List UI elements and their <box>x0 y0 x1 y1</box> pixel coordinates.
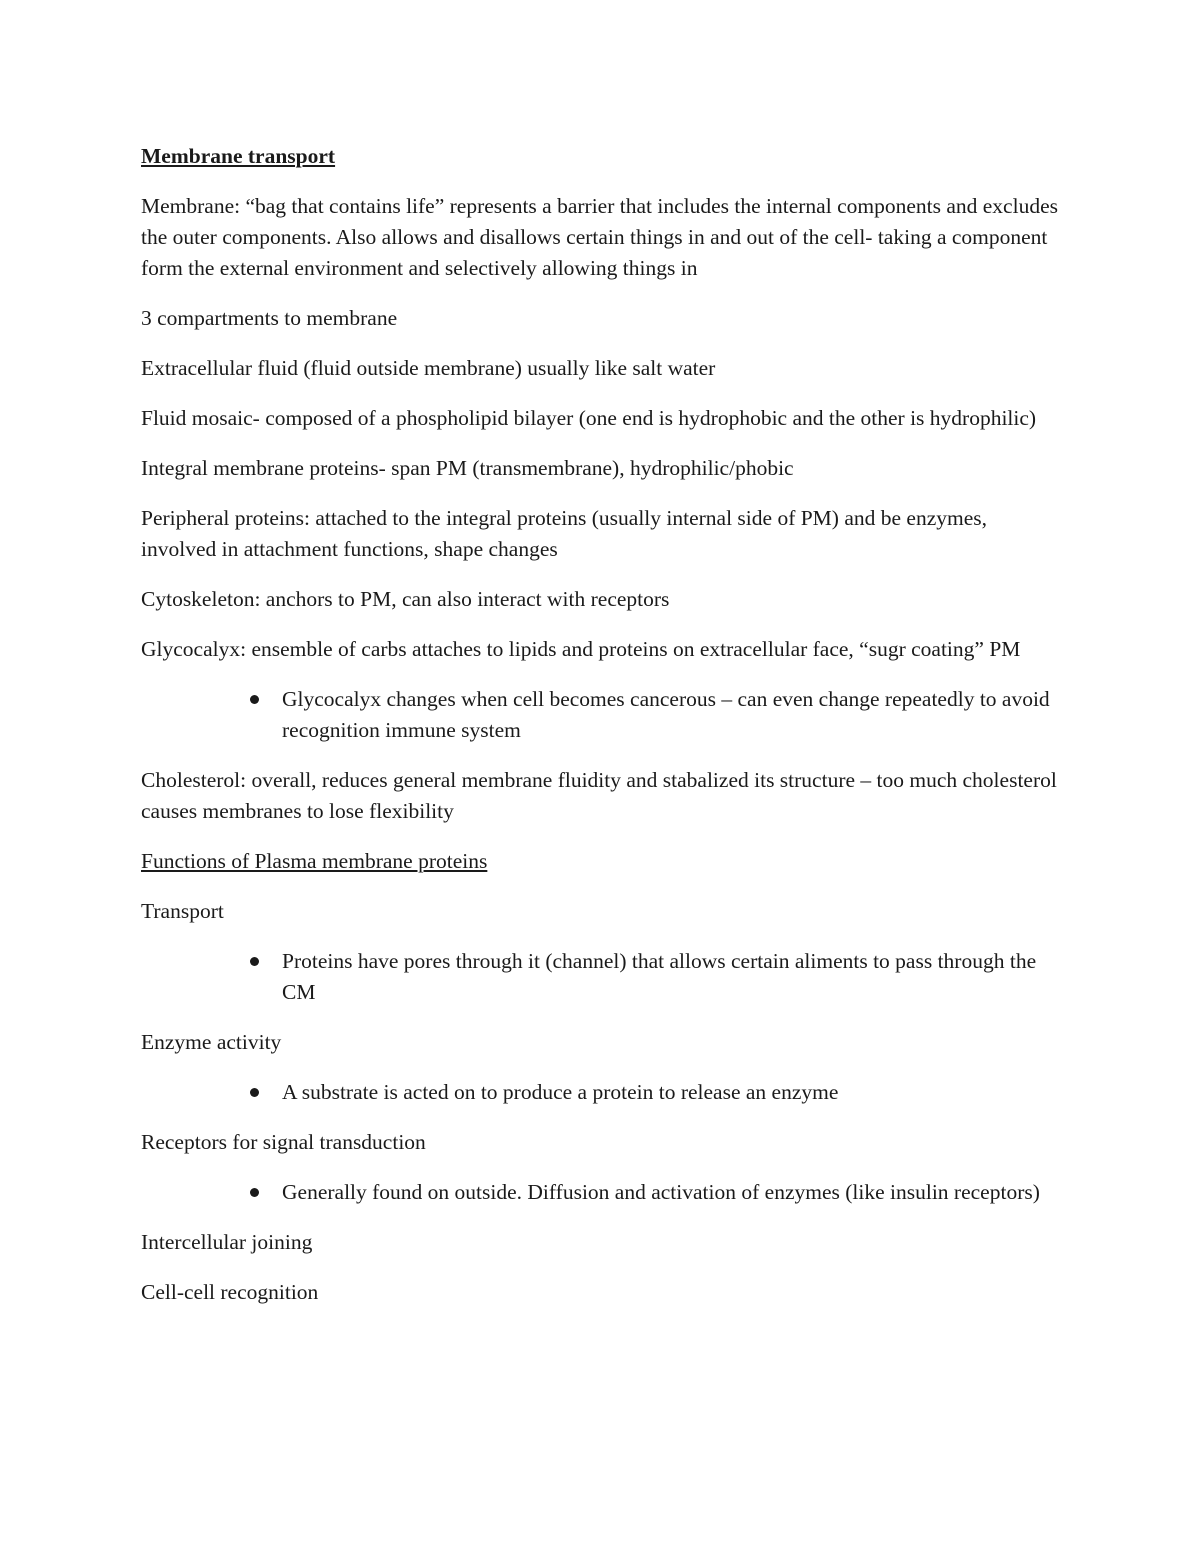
paragraph-transport: Transport <box>141 899 224 923</box>
enzyme-bullet-list <box>141 1077 1066 1108</box>
paragraph-intercellular-joining: Intercellular joining <box>141 1230 313 1254</box>
list-item-text: Proteins have pores through it (channel) that allows certain aliments to pass through the CM <box>282 949 1037 1004</box>
paragraph-cholesterol: Cholesterol: overall, reduces general membrane fluidity and stabalized its structure – too much cholesterol causes membranes to lose flexibility <box>141 768 1057 823</box>
list-item <box>141 946 1066 1008</box>
paragraph-membrane-definition: Membrane: “bag that contains life” represents a barrier that includes the internal components and excludes the outer components. Also allows and disallows certain things in and out of the cell- taking a component form the external environment and selectively allowing things in <box>141 194 1058 280</box>
paragraph-extracellular-fluid: Extracellular fluid (fluid outside membrane) usually like salt water <box>141 356 716 380</box>
paragraph-enzyme-activity: Enzyme activity <box>141 1030 282 1054</box>
paragraph-cytoskeleton: Cytoskeleton: anchors to PM, can also interact with receptors <box>141 587 670 611</box>
paragraph-peripheral-proteins: Peripheral proteins: attached to the integral proteins (usually internal side of PM) and be enzymes, involved in attachment functions, shape changes <box>141 506 988 561</box>
paragraph-glycocalyx: Glycocalyx: ensemble of carbs attaches to lipids and proteins on extracellular face, “sugr coating” PM <box>141 637 1021 661</box>
bullet-icon <box>250 1188 259 1197</box>
paragraph-fluid-mosaic: Fluid mosaic- composed of a phospholipid bilayer (one end is hydrophobic and the other is hydrophilic) <box>141 406 1037 430</box>
list-item <box>141 1177 1066 1208</box>
list-item-text: Generally found on outside. Diffusion and activation of enzymes (like insulin receptors) <box>282 1180 1040 1204</box>
list-item-text: A substrate is acted on to produce a protein to release an enzyme <box>282 1080 839 1104</box>
transport-bullet-list <box>141 946 1066 1008</box>
document-title: Membrane transport <box>141 144 336 168</box>
bullet-icon <box>250 695 259 704</box>
paragraph-compartments: 3 compartments to membrane <box>141 306 398 330</box>
list-item <box>141 1077 1066 1108</box>
document-page <box>141 141 1066 1327</box>
paragraph-receptors: Receptors for signal transduction <box>141 1130 426 1154</box>
bullet-icon <box>250 1088 259 1097</box>
section-heading-functions: Functions of Plasma membrane proteins <box>141 849 488 873</box>
glycocalyx-bullet-list <box>141 684 1066 746</box>
paragraph-cell-recognition: Cell-cell recognition <box>141 1280 319 1304</box>
list-item <box>141 684 1066 746</box>
list-item-text: Glycocalyx changes when cell becomes cancerous – can even change repeatedly to avoid recognition immune system <box>282 687 1050 742</box>
bullet-icon <box>250 957 259 966</box>
receptors-bullet-list <box>141 1177 1066 1208</box>
paragraph-integral-proteins: Integral membrane proteins- span PM (transmembrane), hydrophilic/phobic <box>141 456 794 480</box>
